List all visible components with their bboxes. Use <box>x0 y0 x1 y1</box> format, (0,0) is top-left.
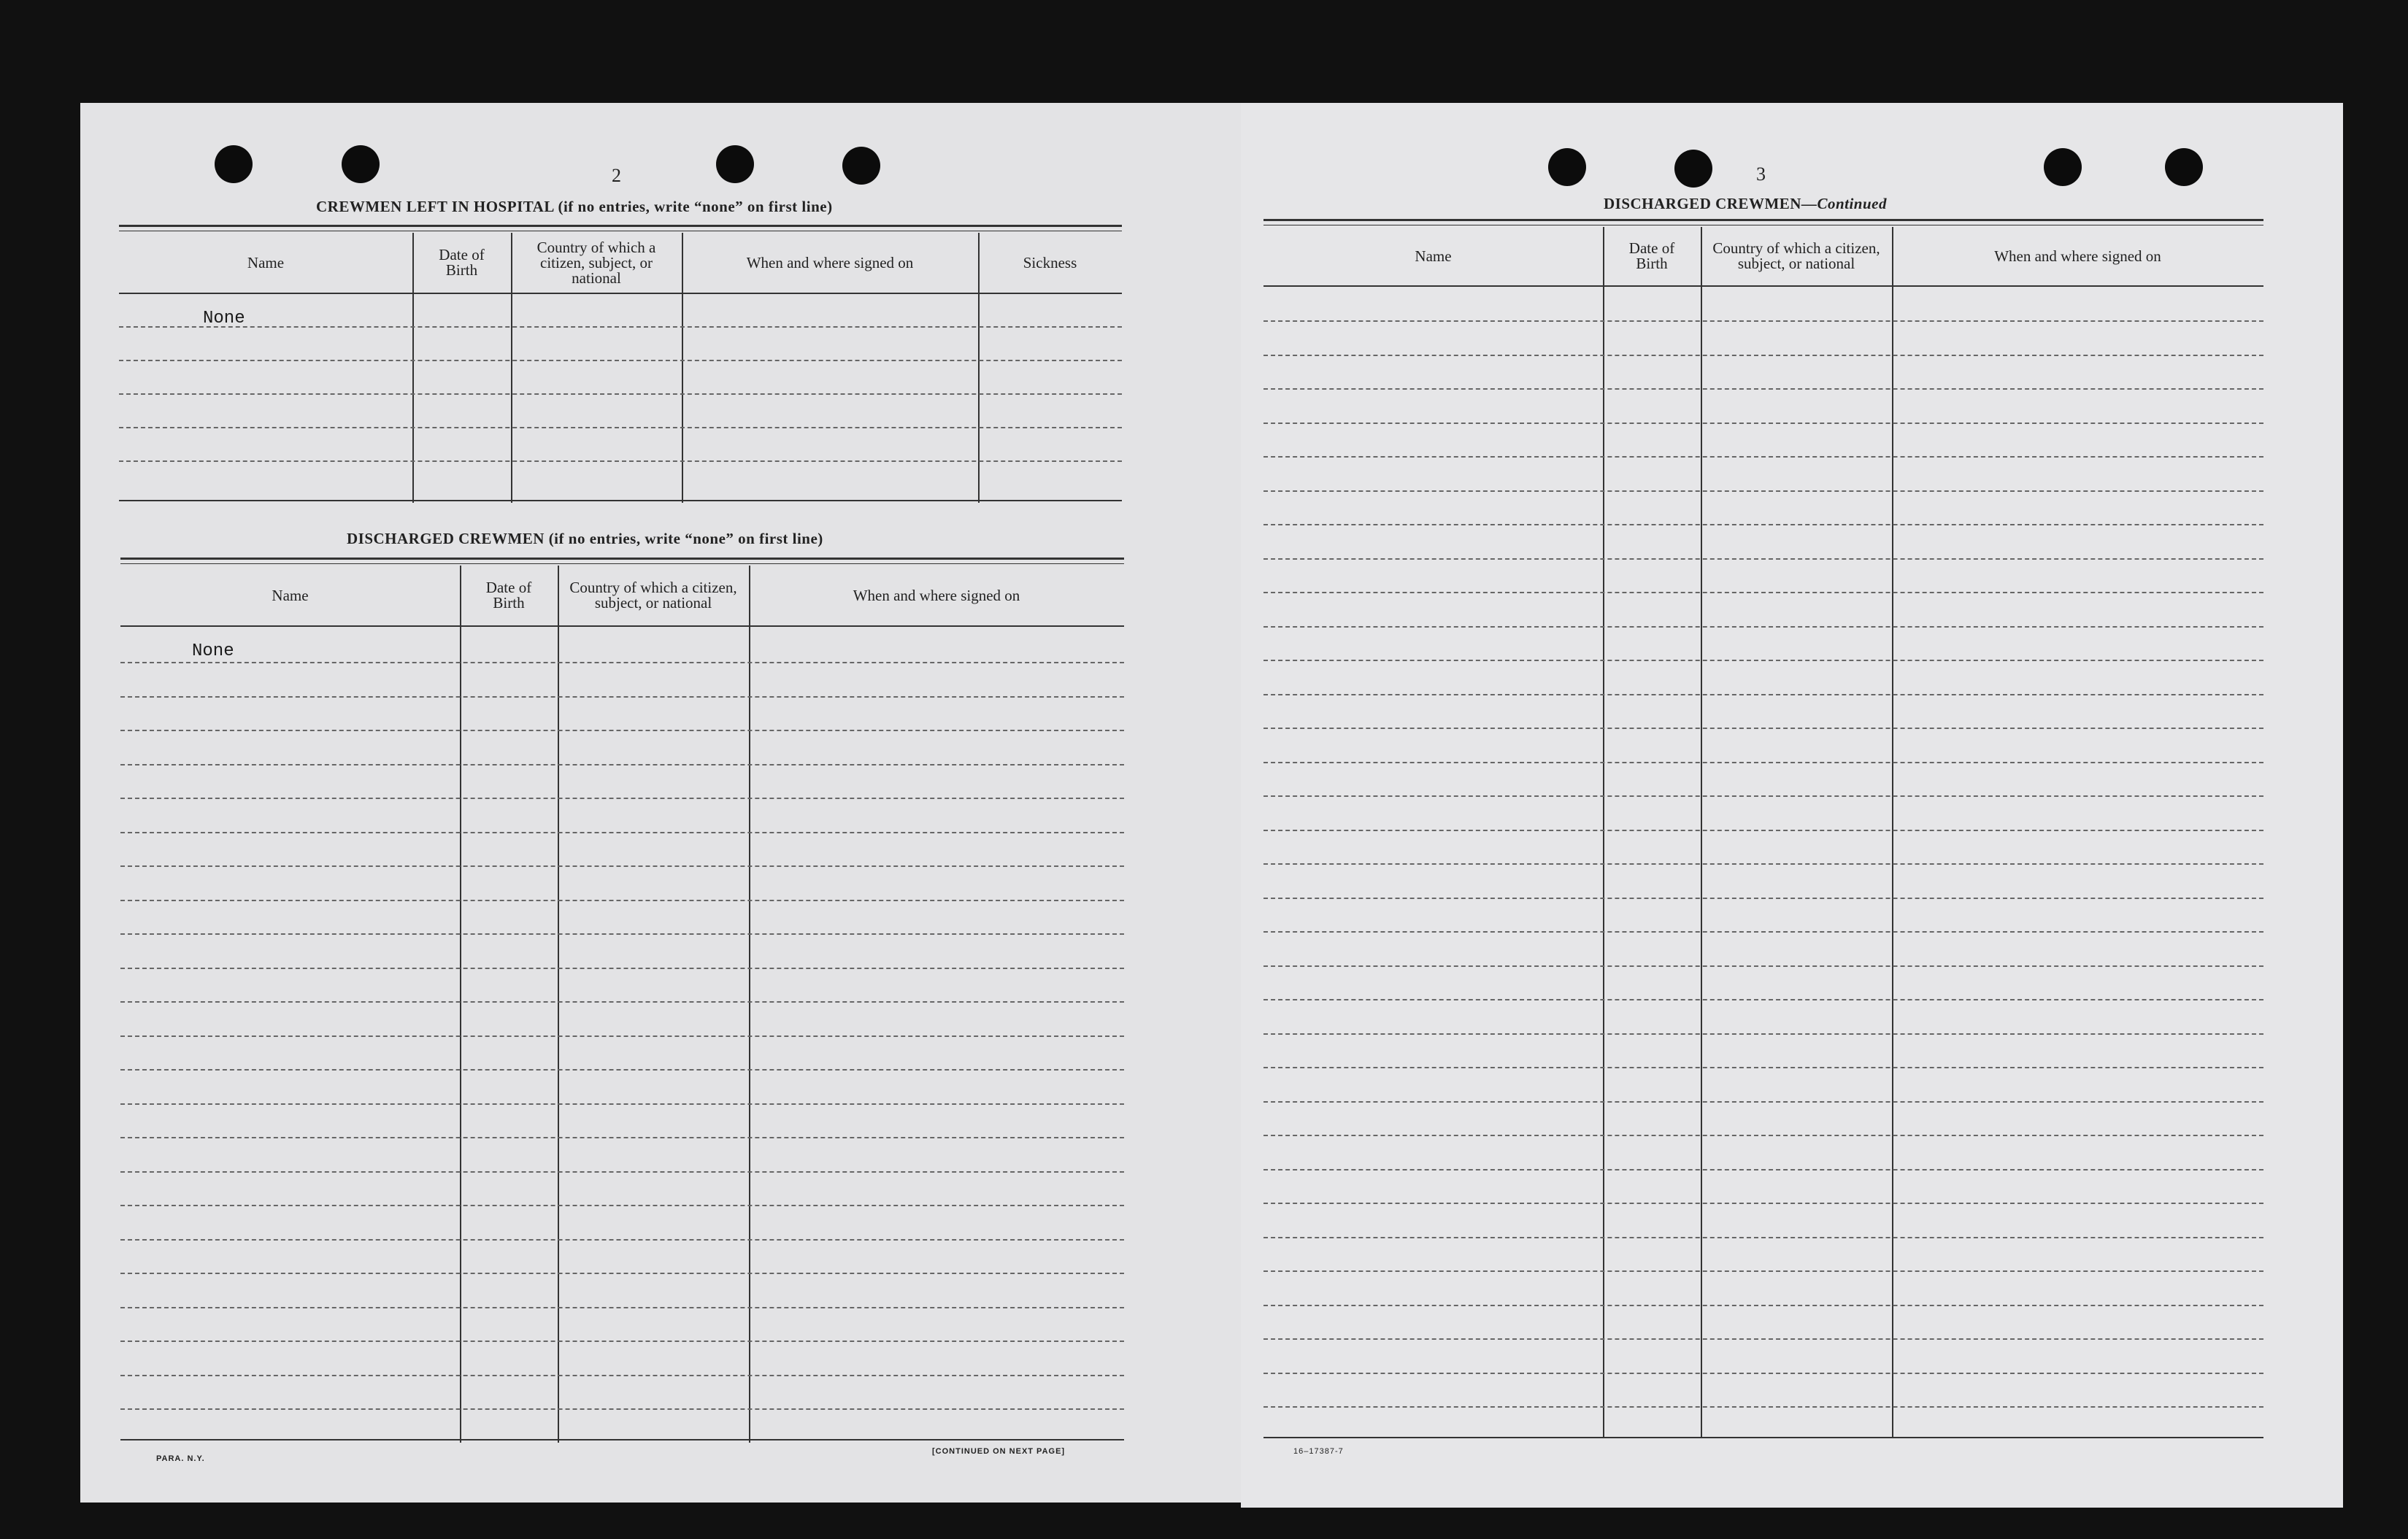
discharged-continued-suffix: —Continued <box>1801 195 1887 212</box>
table-row <box>1263 320 2263 322</box>
table-row <box>120 968 1124 969</box>
hospital-table-header <box>119 233 1122 294</box>
table-row <box>1263 1305 2263 1306</box>
table-row <box>1263 965 2263 967</box>
table-row <box>120 662 1124 663</box>
table-row <box>1263 762 2263 763</box>
col-header-country: Country of which a citizen, subject, or national <box>536 238 656 287</box>
discharged-continued-header <box>1263 227 2263 287</box>
table-row <box>120 1137 1124 1138</box>
table-row <box>120 1375 1124 1376</box>
col-header-signed-on: When and where signed on <box>746 253 914 271</box>
table-row <box>1263 355 2263 356</box>
table-row <box>1263 694 2263 695</box>
table-row <box>1263 388 2263 390</box>
table-row <box>120 933 1124 935</box>
col-header-country: Country of which a citizen, subject, or national <box>569 579 737 612</box>
table-row <box>120 1103 1124 1105</box>
table-row <box>1263 626 2263 628</box>
table-row <box>1263 795 2263 797</box>
table-row <box>120 798 1124 799</box>
punch-hole <box>215 145 253 183</box>
table-row <box>120 1171 1124 1173</box>
table-row <box>120 1001 1124 1003</box>
col-header-date-of-birth: Date of Birth <box>439 246 485 279</box>
page-number: 3 <box>1756 163 1766 185</box>
col-header-signed-on: When and where signed on <box>853 586 1020 604</box>
discharged-title-text: DISCHARGED CREWMEN <box>347 530 545 547</box>
col-header-sickness: Sickness <box>1023 253 1077 271</box>
punch-hole <box>842 147 880 185</box>
footer-form-number: 16–17387-7 <box>1293 1447 1344 1456</box>
table-row <box>1263 863 2263 865</box>
table-row <box>1263 1101 2263 1103</box>
hospital-table <box>119 225 1122 503</box>
col-header-signed-on: When and where signed on <box>1994 247 2161 265</box>
table-row <box>120 1341 1124 1342</box>
table-row <box>119 360 1122 361</box>
footer-continued: [CONTINUED ON NEXT PAGE] <box>932 1447 1066 1456</box>
discharged-continued-table <box>1263 219 2263 1440</box>
col-header-name: Name <box>1415 247 1452 265</box>
table-row <box>1263 830 2263 831</box>
table-row <box>120 1205 1124 1206</box>
table-row <box>119 427 1122 428</box>
table-row <box>120 832 1124 833</box>
table-row <box>120 1069 1124 1071</box>
table-row <box>120 764 1124 765</box>
col-header-name: Name <box>247 253 285 271</box>
punch-hole <box>342 145 380 183</box>
punch-hole <box>2165 148 2203 186</box>
discharged-table <box>120 558 1124 1443</box>
table-row <box>1263 1270 2263 1272</box>
table-row <box>1263 1169 2263 1170</box>
hospital-title-text: CREWMEN LEFT IN HOSPITAL <box>316 198 554 215</box>
footer-printer: PARA. N.Y. <box>156 1454 205 1463</box>
punch-hole <box>1548 148 1586 186</box>
col-header-date-of-birth: Date of Birth <box>485 579 532 612</box>
table-row <box>1263 1373 2263 1374</box>
table-row <box>1263 456 2263 458</box>
table-row <box>1263 931 2263 933</box>
col-header-name: Name <box>272 586 309 604</box>
table-row <box>120 865 1124 867</box>
table-row <box>1263 558 2263 560</box>
punch-hole <box>1674 150 1712 188</box>
punch-hole <box>2044 148 2082 186</box>
hospital-title-note: (if no entries, write “none” on first line) <box>558 198 833 215</box>
table-row <box>120 1273 1124 1274</box>
table-row <box>1263 423 2263 424</box>
table-row <box>120 900 1124 901</box>
page-number: 2 <box>612 165 621 186</box>
discharged-table-header <box>120 566 1124 627</box>
table-row <box>120 1035 1124 1037</box>
punch-hole <box>716 145 754 183</box>
table-row <box>119 326 1122 328</box>
table-row <box>1263 1135 2263 1136</box>
table-row <box>120 696 1124 698</box>
table-row <box>120 730 1124 731</box>
table-row <box>119 460 1122 462</box>
table-row <box>1263 999 2263 1000</box>
hospital-section-title <box>316 198 833 216</box>
table-row <box>1263 1203 2263 1204</box>
col-header-date-of-birth: Date of Birth <box>1628 239 1675 272</box>
discharged-title-note: (if no entries, write “none” on first line) <box>548 530 823 547</box>
table-row <box>120 1408 1124 1410</box>
table-row <box>120 1239 1124 1241</box>
table-row <box>1263 728 2263 729</box>
discharged-continued-title <box>1604 195 1887 213</box>
discharged-section-title <box>347 530 823 548</box>
table-row <box>1263 1033 2263 1035</box>
col-header-country: Country of which a citizen, subject, or national <box>1712 239 1880 272</box>
table-row <box>1263 490 2263 492</box>
discharged-continued-title-text: DISCHARGED CREWMEN <box>1604 195 1801 212</box>
table-row <box>1263 1406 2263 1408</box>
discharged-entry-none: None <box>192 641 234 661</box>
table-row <box>1263 592 2263 593</box>
table-row <box>1263 1067 2263 1068</box>
table-row <box>120 1307 1124 1308</box>
table-row <box>1263 898 2263 899</box>
table-row <box>1263 524 2263 525</box>
table-row <box>1263 1338 2263 1340</box>
table-row <box>1263 1237 2263 1238</box>
table-row <box>119 393 1122 395</box>
table-row <box>1263 660 2263 661</box>
hospital-entry-none: None <box>203 309 245 328</box>
